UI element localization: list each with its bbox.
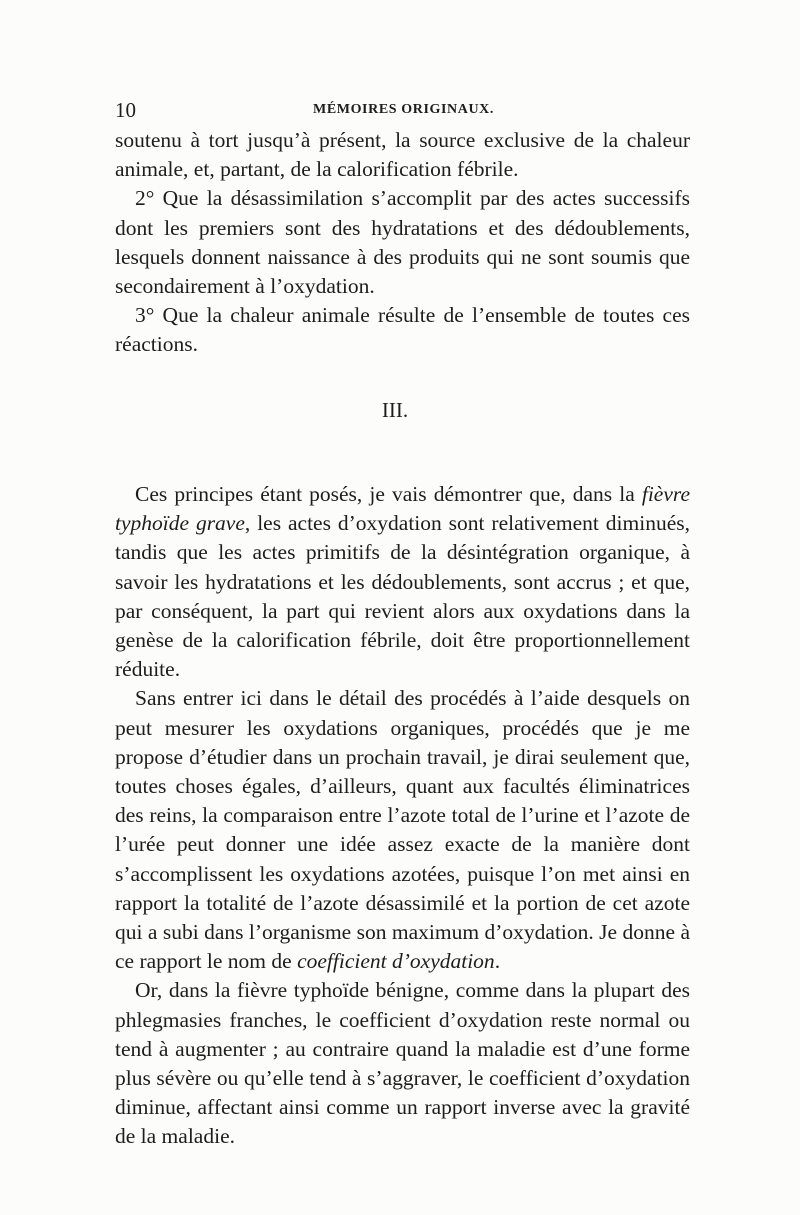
method-text-start: Sans entrer ici dans le détail des procédés à l’aide desquels on peut mesurer les oxydations organiques, procédés que je me propose d’étudier dans un prochain travail, je dirai seulement que, toutes choses égales, d’ailleurs, quant aux facultés éliminatrices des reins, la comparaison entre l’azote total de l’urine et l’azote de l’urée peut donner une idée assez exacte de la manière dont s’accomplissent les oxydations azotées, puisque l’on met ainsi en rapport la totalité de l’azote désassimilé et la portion de cet azote qui a subi dans l’organisme son maximum d’oxydation. Je donne à ce rapport le nom de xyxy=(115,686,690,974)
paragraph-continued: soutenu à tort jusqu’à présent, la source exclusive de la chaleur animale, et, partant, de la calorification fébrile. xyxy=(115,128,690,182)
page-header xyxy=(115,98,690,124)
method-text-end: . xyxy=(494,949,501,974)
paragraph-principles xyxy=(115,480,690,684)
paragraph-point-2: 2° Que la désassimilation s’accomplit par des actes successifs dont les premiers sont des hydratations et des dédoublements, lesquels donnent naissance à des produits qui ne sont soumis que secondairement à l’oxydation. xyxy=(115,186,690,299)
paragraph-conclusion: Or, dans la fièvre typhoïde bénigne, comme dans la plupart des phlegmasies franches, le coefficient d’oxydation reste normal ou tend à augmenter ; au contraire quand la maladie est d’une forme plus sévère ou qu’elle tend à s’aggraver, le coefficient d’oxydation diminue, affectant ainsi comme un rapport inverse avec la gravité de la maladie. xyxy=(115,978,690,1149)
principles-italic-term: fièvre typhoïde grave xyxy=(115,482,691,536)
section-two-text xyxy=(115,480,690,1152)
page-number: 10 xyxy=(115,98,136,122)
principles-text-start: Ces principes étant posés, je vais démontrer que, dans la xyxy=(135,482,635,506)
paragraph-method xyxy=(115,684,690,976)
section-one-text xyxy=(115,126,690,360)
paragraph-point-3: 3° Que la chaleur animale résulte de l’ensemble de toutes ces réactions. xyxy=(115,303,690,357)
section-numeral: III. xyxy=(381,398,409,422)
method-italic-term: coefficient d’oxydation xyxy=(297,949,495,974)
running-head: MÉMOIRES ORIGINAUX. xyxy=(313,102,494,117)
section-heading xyxy=(0,398,800,423)
principles-text-rest: , les actes d’oxydation sont relativement diminués, tandis que les actes primitifs de la désintégration organique, à savoir les hydratations et les dédoublements, sont accrus ; et que, par conséquent, la part qui revient alors aux oxydations dans la genèse de la calorification fébrile, doit être proportionnellement réduite. xyxy=(115,511,690,682)
